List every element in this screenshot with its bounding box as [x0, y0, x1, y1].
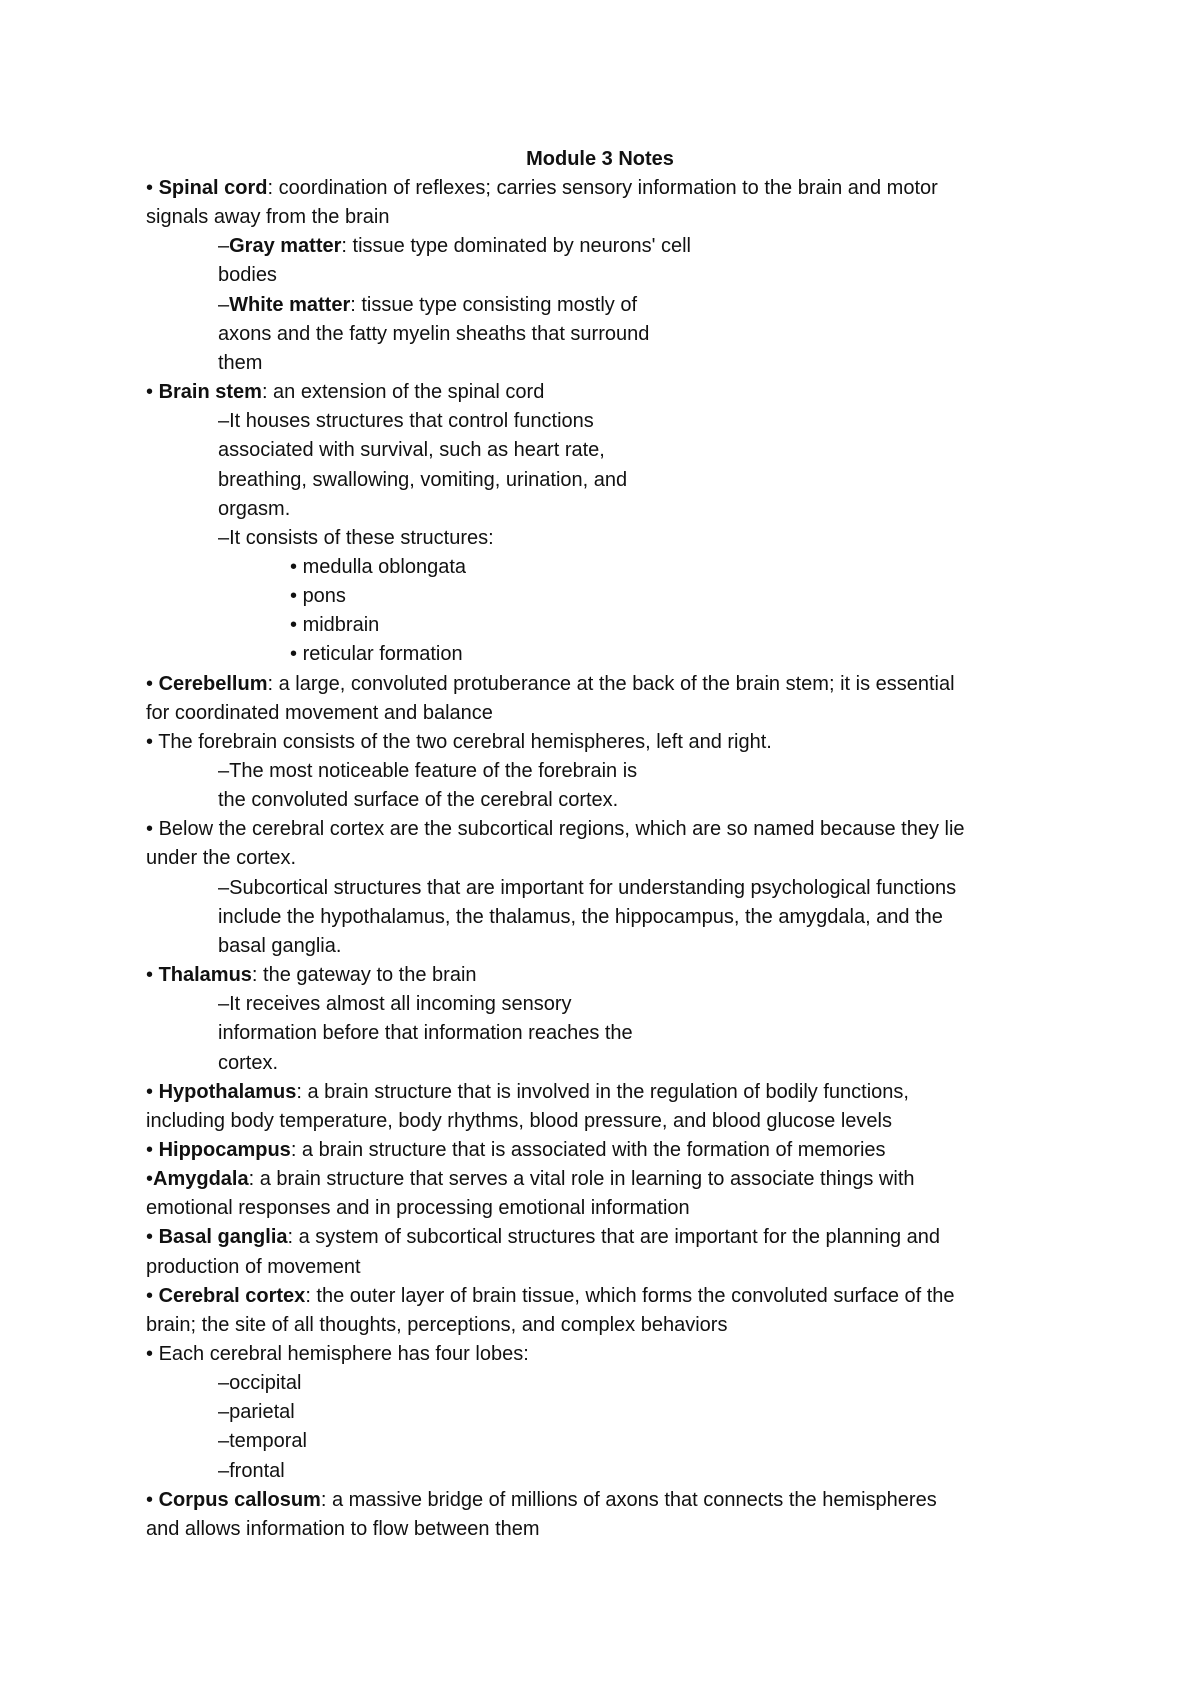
line-text: : the outer layer of brain tissue, which forms the convoluted surface of the [305, 1285, 955, 1307]
note-line [218, 1398, 295, 1427]
bullet-marker: • [290, 643, 303, 665]
line-text: : a system of subcortical structures that are important for the planning and [287, 1226, 941, 1248]
line-text: including body temperature, body rhythms, blood pressure, and blood glucose levels [146, 1110, 892, 1132]
note-line [218, 874, 956, 903]
note-line [146, 1136, 886, 1165]
term-label: Basal ganglia [158, 1226, 288, 1248]
line-text: It receives almost all incoming sensory [229, 993, 572, 1015]
bullet-marker: – [218, 1401, 230, 1423]
line-text: the convoluted surface of the cerebral cortex. [218, 789, 619, 811]
note-line [218, 903, 943, 932]
line-text: : tissue type dominated by neurons' cell [341, 235, 691, 257]
line-text: It consists of these structures: [229, 527, 494, 549]
bullet-marker: • [146, 1489, 159, 1511]
page-title: Module 3 Notes [526, 148, 674, 170]
bullet-marker: • [146, 964, 159, 986]
line-text: : a large, convoluted protuberance at the back of the brain stem; it is essential [267, 673, 955, 695]
line-text: breathing, swallowing, vomiting, urination, and [218, 469, 628, 491]
note-line [218, 1427, 307, 1456]
note-line [290, 611, 379, 640]
line-text: cortex. [218, 1052, 279, 1074]
note-line [290, 582, 346, 611]
note-line [218, 990, 571, 1019]
note-line [218, 757, 637, 786]
line-text: emotional responses and in processing emotional information [146, 1197, 690, 1219]
note-line [218, 349, 262, 378]
bullet-marker: • [290, 614, 303, 636]
note-line [146, 815, 965, 844]
line-text: : a brain structure that is associated with the formation of memories [290, 1139, 886, 1161]
line-text: for coordinated movement and balance [146, 702, 493, 724]
line-text: midbrain [302, 614, 380, 636]
bullet-marker: • [146, 1343, 159, 1365]
line-text: basal ganglia. [218, 935, 342, 957]
bullet-marker: • [146, 818, 159, 840]
note-line [218, 320, 649, 349]
note-line [146, 1253, 361, 1282]
note-line [146, 1165, 915, 1194]
line-text: : the gateway to the brain [251, 964, 477, 986]
line-text: The forebrain consists of the two cerebral hemispheres, left and right. [158, 731, 772, 753]
note-line [218, 466, 627, 495]
note-line [218, 1049, 278, 1078]
line-text: production of movement [146, 1256, 361, 1278]
line-text: The most noticeable feature of the forebrain is [229, 760, 638, 782]
bullet-marker: • [146, 1226, 159, 1248]
line-text: Subcortical structures that are important for understanding psychological functions [229, 877, 957, 899]
term-label: Amygdala [153, 1168, 249, 1190]
term-label: Hippocampus [158, 1139, 291, 1161]
term-label: Brain stem [158, 381, 262, 403]
note-line [146, 1223, 940, 1252]
line-text: Below the cerebral cortex are the subcortical regions, which are so named because they lie [158, 818, 965, 840]
term-label: Spinal cord [158, 177, 268, 199]
bullet-marker: • [146, 673, 159, 695]
line-text: signals away from the brain [146, 206, 390, 228]
line-text: : coordination of reflexes; carries sensory information to the brain and motor [267, 177, 938, 199]
bullet-marker: – [218, 1460, 230, 1482]
note-line [146, 1078, 909, 1107]
term-label: Cerebral cortex [158, 1285, 306, 1307]
note-line [218, 495, 290, 524]
line-text: bodies [218, 264, 277, 286]
line-text: information before that information reaches the [218, 1022, 633, 1044]
note-line [146, 203, 389, 232]
note-line [218, 786, 618, 815]
line-text: It houses structures that control functions [229, 410, 594, 432]
note-line [146, 1486, 937, 1515]
note-line [218, 407, 594, 436]
bullet-marker: – [218, 410, 230, 432]
bullet-marker: – [218, 877, 230, 899]
note-line [146, 670, 955, 699]
note-line [218, 291, 637, 320]
line-text: include the hypothalamus, the thalamus, the hippocampus, the amygdala, and the [218, 906, 943, 928]
bullet-marker: – [218, 993, 230, 1015]
line-text: medulla oblongata [302, 556, 467, 578]
note-line [218, 1019, 633, 1048]
bullet-marker: • [146, 1168, 154, 1190]
line-text: parietal [229, 1401, 295, 1423]
line-text: them [218, 352, 263, 374]
note-line [218, 436, 605, 465]
note-line [146, 1340, 529, 1369]
line-text: pons [302, 585, 346, 607]
note-line [290, 640, 463, 669]
term-label: Cerebellum [158, 673, 268, 695]
note-line [146, 1107, 892, 1136]
line-text: temporal [229, 1430, 307, 1452]
line-text: Each cerebral hemisphere has four lobes: [158, 1343, 529, 1365]
note-line [146, 961, 477, 990]
line-text: : a massive bridge of millions of axons that connects the hemispheres [320, 1489, 937, 1511]
line-text: brain; the site of all thoughts, perceptions, and complex behaviors [146, 1314, 728, 1336]
bullet-marker: • [290, 556, 303, 578]
note-line [218, 524, 494, 553]
bullet-marker: • [146, 381, 159, 403]
term-label: White matter [229, 294, 351, 316]
note-line [146, 378, 544, 407]
line-text: : tissue type consisting mostly of [350, 294, 638, 316]
line-text: axons and the fatty myelin sheaths that surround [218, 323, 650, 345]
bullet-marker: – [218, 527, 230, 549]
note-line [218, 932, 341, 961]
term-label: Hypothalamus [158, 1081, 297, 1103]
line-text: occipital [229, 1372, 302, 1394]
bullet-marker: – [218, 1430, 230, 1452]
note-line [218, 1457, 285, 1486]
note-line [218, 232, 691, 261]
note-line [146, 1194, 690, 1223]
note-line [146, 699, 493, 728]
line-text: reticular formation [302, 643, 463, 665]
term-label: Corpus callosum [158, 1489, 321, 1511]
bullet-marker: – [218, 1372, 230, 1394]
line-text: under the cortex. [146, 847, 297, 869]
note-line [218, 1369, 301, 1398]
bullet-marker: • [146, 1139, 159, 1161]
bullet-marker: • [146, 177, 159, 199]
line-text: : a brain structure that is involved in the regulation of bodily functions, [296, 1081, 909, 1103]
note-line [146, 1311, 727, 1340]
note-line [146, 728, 772, 757]
bullet-marker: • [146, 1081, 159, 1103]
line-text: orgasm. [218, 498, 291, 520]
line-text: associated with survival, such as heart rate, [218, 439, 605, 461]
note-line [146, 1515, 540, 1544]
bullet-marker: • [146, 731, 159, 753]
line-text: : a brain structure that serves a vital role in learning to associate things with [248, 1168, 915, 1190]
line-text: : an extension of the spinal cord [261, 381, 545, 403]
line-text: frontal [229, 1460, 285, 1482]
note-line [290, 553, 466, 582]
bullet-marker: • [290, 585, 303, 607]
note-line [218, 261, 277, 290]
note-line [146, 1282, 955, 1311]
term-label: Gray matter [229, 235, 342, 257]
bullet-marker: – [218, 760, 230, 782]
note-line [146, 174, 938, 203]
bullet-marker: – [218, 235, 230, 257]
term-label: Thalamus [158, 964, 252, 986]
bullet-marker: – [218, 294, 230, 316]
note-line [146, 844, 296, 873]
bullet-marker: • [146, 1285, 159, 1307]
line-text: and allows information to flow between them [146, 1518, 540, 1540]
